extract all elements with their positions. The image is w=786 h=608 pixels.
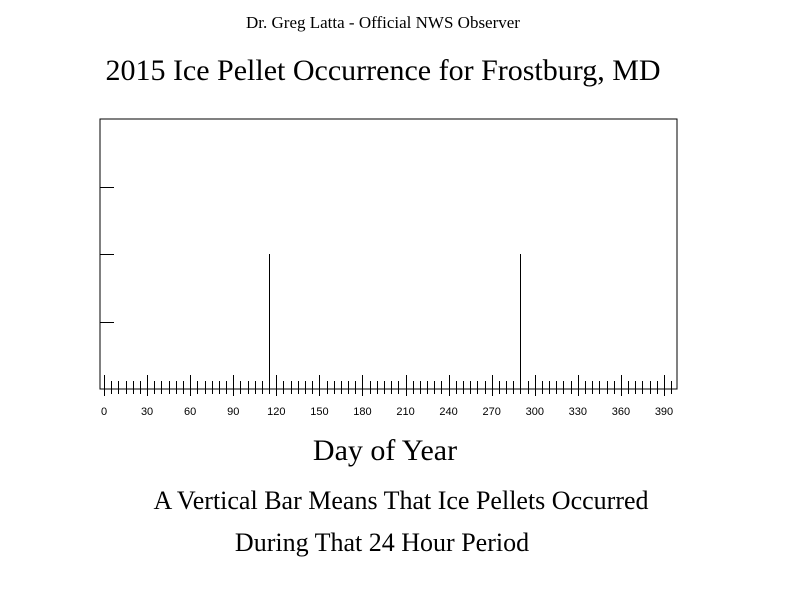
x-tick-label: 90: [227, 406, 240, 418]
x-tick-label: 120: [267, 406, 286, 418]
x-tick-label: 240: [439, 406, 458, 418]
x-tick-label: 270: [482, 406, 501, 418]
x-axis-ticks: [105, 375, 672, 396]
y-axis-ticks: [100, 188, 114, 323]
x-tick-label: 360: [611, 406, 631, 418]
x-tick-label: 30: [140, 406, 154, 418]
x-axis-tick-labels: [101, 406, 673, 418]
chart-title: 2015 Ice Pellet Occurrence for Frostburg, MD: [105, 54, 661, 87]
x-tick-label: 300: [525, 406, 544, 418]
x-tick-label: 60: [184, 406, 197, 418]
x-tick-label: 330: [568, 406, 588, 418]
plot-frame: [100, 119, 677, 389]
x-tick-label: 390: [654, 406, 674, 418]
chart-subtitle: Dr. Greg Latta - Official NWS Observer: [246, 13, 520, 32]
x-tick-label: 0: [100, 406, 108, 418]
x-axis-label: Day of Year: [312, 434, 458, 467]
caption-line-1: A Vertical Bar Means That Ice Pellets Occurred: [153, 486, 649, 515]
bars: [270, 254, 521, 389]
caption-line-2: During That 24 Hour Period: [234, 528, 530, 557]
x-tick-label: 150: [310, 406, 329, 418]
x-tick-label: 180: [353, 406, 372, 418]
x-tick-label: 210: [396, 406, 415, 418]
